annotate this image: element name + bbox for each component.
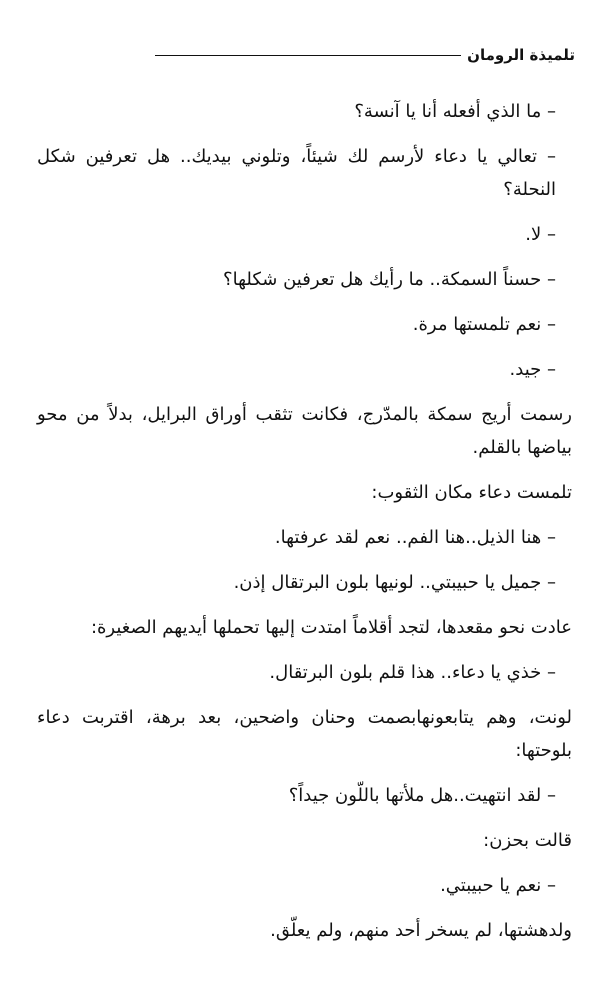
dialogue-line: – نعم يا حبيبتي. (440, 875, 556, 896)
dialogue-line: – جميل يا حبيبتي.. لونيها بلون البرتقال إذن. (233, 572, 556, 593)
narration-paragraph: تلمست دعاء مكان الثقوب: (371, 482, 572, 503)
dialogue-line: – نعم تلمستها مرة. (412, 314, 556, 335)
dialogue-line: – تعالي يا دعاء لأرسم لك شيئاً، وتلوني بيديك.. هل تعرفين شكل النحلة؟ (37, 146, 556, 200)
narration-paragraph: ولدهشتها، لم يسخر أحد منهم، ولم يعلّق. (270, 920, 572, 941)
dialogue-line: – حسناً السمكة.. ما رأيك هل تعرفين شكلها؟ (223, 269, 556, 290)
dialogue-line: – هنا الذيل..هنا الفم.. نعم لقد عرفتها. (274, 527, 556, 548)
dialogue-line: – لا. (525, 224, 556, 245)
header-rule (155, 55, 461, 56)
narration-paragraph: قالت بحزن: (483, 830, 572, 851)
dialogue-line: – خذي يا دعاء.. هذا قلم بلون البرتقال. (269, 662, 556, 683)
page-body (37, 95, 572, 959)
dialogue-line: – جيد. (509, 359, 556, 380)
book-title: تلميذة الرومان (467, 46, 575, 64)
narration-paragraph: عادت نحو مقعدها، لتجد أقلاماً امتدت إليها تحملها أيديهم الصغيرة: (90, 617, 572, 638)
narration-paragraph: لونت، وهم يتابعونهابصمت وحنان واضحين، بعد برهة، اقتربت دعاء بلوحتها: (37, 707, 572, 761)
narration-paragraph: رسمت أريج سمكة بالمدّرج، فكانت تثقب أوراق البرايل، بدلاً من محو بياضها بالقلم. (37, 404, 572, 458)
dialogue-line: – لقد انتهيت..هل ملأتها باللّون جيداً؟ (288, 785, 556, 806)
running-header (155, 40, 575, 70)
dialogue-line: – ما الذي أفعله أنا يا آنسة؟ (354, 101, 556, 122)
